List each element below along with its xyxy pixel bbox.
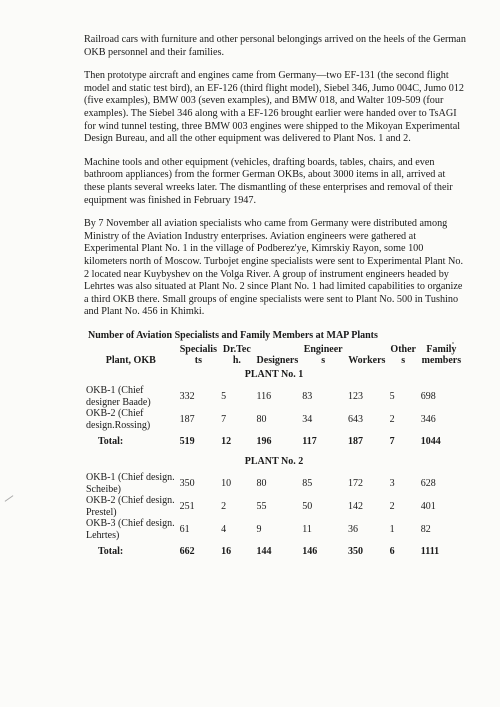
engineers-cell: 50 xyxy=(302,501,313,513)
header-workers: Workers xyxy=(348,355,386,367)
specialists-cell: 251 xyxy=(179,501,195,513)
specialists-cell: 332 xyxy=(179,391,195,403)
total-family: 1111 xyxy=(420,546,440,558)
header-specialists: Specialists xyxy=(179,343,217,367)
total-specialists: 519 xyxy=(179,436,195,448)
engineers-cell: 85 xyxy=(302,478,313,490)
others-cell: 2 xyxy=(389,414,395,426)
plant-heading-row xyxy=(84,367,464,386)
total-engineers: 146 xyxy=(302,546,318,558)
designers-cell: 9 xyxy=(256,524,262,536)
margin-mark xyxy=(5,495,14,502)
drtech-cell: 4 xyxy=(221,524,227,536)
family-cell: 346 xyxy=(420,414,436,426)
okb-name-cell: OKB-1 (Chief designer Baade) xyxy=(86,385,151,408)
workers-cell: 142 xyxy=(348,501,364,513)
plant-heading: PLANT No. 1 xyxy=(244,368,304,380)
others-cell: 3 xyxy=(389,478,395,490)
paragraph-1: Railroad cars with furniture and other personal belongings arrived on the heels of the German OKB personnel and their families. xyxy=(84,34,466,58)
workers-cell: 36 xyxy=(348,524,359,536)
engineers-cell: 11 xyxy=(302,524,312,536)
designers-cell: 55 xyxy=(256,501,267,513)
plant-heading: PLANT No. 2 xyxy=(244,455,304,467)
family-cell: 82 xyxy=(420,524,431,536)
header-others: Others xyxy=(390,343,416,367)
table-row xyxy=(84,495,464,518)
paragraph-3: Machine tools and other equipment (vehicles, drafting boards, tables, chairs, and even bathroom appliances) from the former German OKBs, about 3000 items in all, arrived at these plants several wreeks later. The dismantling of these enterprises and removal of their equipment was finished in February 1947. xyxy=(84,156,453,206)
specialists-cell: 187 xyxy=(179,414,195,426)
table-row xyxy=(84,408,464,431)
total-engineers: 117 xyxy=(302,436,317,448)
total-drtech: 12 xyxy=(221,436,232,448)
header-engineers: Engineers xyxy=(303,343,343,367)
engineers-cell: 34 xyxy=(302,414,313,426)
total-designers: 196 xyxy=(256,436,272,448)
table-title: Number of Aviation Specialists and Family Members at MAP Plants xyxy=(88,329,378,341)
total-workers: 187 xyxy=(348,436,364,448)
table-row xyxy=(84,518,464,541)
paper-speck xyxy=(452,342,454,344)
document-page xyxy=(84,34,468,564)
family-cell: 698 xyxy=(420,391,436,403)
total-row xyxy=(84,541,464,564)
designers-cell: 80 xyxy=(256,414,267,426)
engineers-cell: 83 xyxy=(302,391,313,403)
paragraph-2: Then prototype aircraft and engines came from Germany—two EF-131 (the second flight model and static test bird), an EF-126 (third flight model), Siebel 346, Jumo 004C, Jumo 012 (five examples), BMW 003 (seven examples), and BMW 018, and Walter 109-509 (four examples). The Siebel 346 along with a EF-126 brought earlier were handed over to TsAGI for wind tunnel testing, three BMW 003 engines were shipped to the Mikoyan Experimental Design Bureau, and all the other equipment was delivered to Plant Nos. 1 and 2. xyxy=(84,70,465,145)
total-row xyxy=(84,431,464,454)
total-label: Total: xyxy=(98,436,124,448)
okb-name-cell: OKB-2 (Chief design. Prestel) xyxy=(86,495,175,518)
total-family: 1044 xyxy=(420,436,441,448)
total-label: Total: xyxy=(98,546,124,558)
table-header-row xyxy=(84,344,464,367)
plant-heading-row xyxy=(84,454,464,473)
header-family-members: Family members xyxy=(421,343,462,367)
header-designers: Designers xyxy=(256,355,299,367)
total-drtech: 16 xyxy=(221,546,232,558)
okb-name-cell: OKB-1 (Chief design. Scheibe) xyxy=(86,472,175,495)
paragraph-4: By 7 November all aviation specialists who came from Germany were distributed among Ministry of the Aviation Industry enterprises. Aviation engineers were gathered at Experimental Plant No. 1 in the village of Podberez'ye, Kimrskiy Rayon, some 100 kilometers north of Moscow. Turbojet engine specialists were sent to Experimental Plant No. 2 located near Kuybyshev on the Volga River. A group of instrument engineers headed by Lehrtes was also situated at Plant No. 2 since Plant No. 1 had limited capabilities to organize a third OKB there. Small groups of engine specialists were sent to Plant No. 500 in Tushino and Plant No. 456 in Khimki. xyxy=(84,218,464,318)
header-plant-okb: Plant, OKB xyxy=(105,355,156,367)
table-row xyxy=(84,472,464,495)
family-cell: 628 xyxy=(420,478,436,490)
okb-name-cell: OKB-2 (Chief design.Rossing) xyxy=(86,408,151,431)
others-cell: 1 xyxy=(389,524,395,536)
designers-cell: 80 xyxy=(256,478,267,490)
drtech-cell: 7 xyxy=(221,414,227,426)
specialists-table xyxy=(84,344,464,564)
header-drtech: Dr.Tech. xyxy=(222,343,251,367)
drtech-cell: 10 xyxy=(221,478,232,490)
workers-cell: 123 xyxy=(348,391,364,403)
workers-cell: 172 xyxy=(348,478,364,490)
others-cell: 2 xyxy=(389,501,395,513)
total-designers: 144 xyxy=(256,546,272,558)
family-cell: 401 xyxy=(420,501,436,513)
total-others: 6 xyxy=(389,546,395,558)
table-row xyxy=(84,385,464,408)
workers-cell: 643 xyxy=(348,414,364,426)
okb-name-cell: OKB-3 (Chief design. Lehrtes) xyxy=(86,518,175,541)
drtech-cell: 5 xyxy=(221,391,227,403)
total-others: 7 xyxy=(389,436,395,448)
others-cell: 5 xyxy=(389,391,395,403)
specialists-cell: 61 xyxy=(179,524,190,536)
total-specialists: 662 xyxy=(179,546,195,558)
designers-cell: 116 xyxy=(256,391,272,403)
specialists-cell: 350 xyxy=(179,478,195,490)
drtech-cell: 2 xyxy=(221,501,227,513)
total-workers: 350 xyxy=(348,546,364,558)
